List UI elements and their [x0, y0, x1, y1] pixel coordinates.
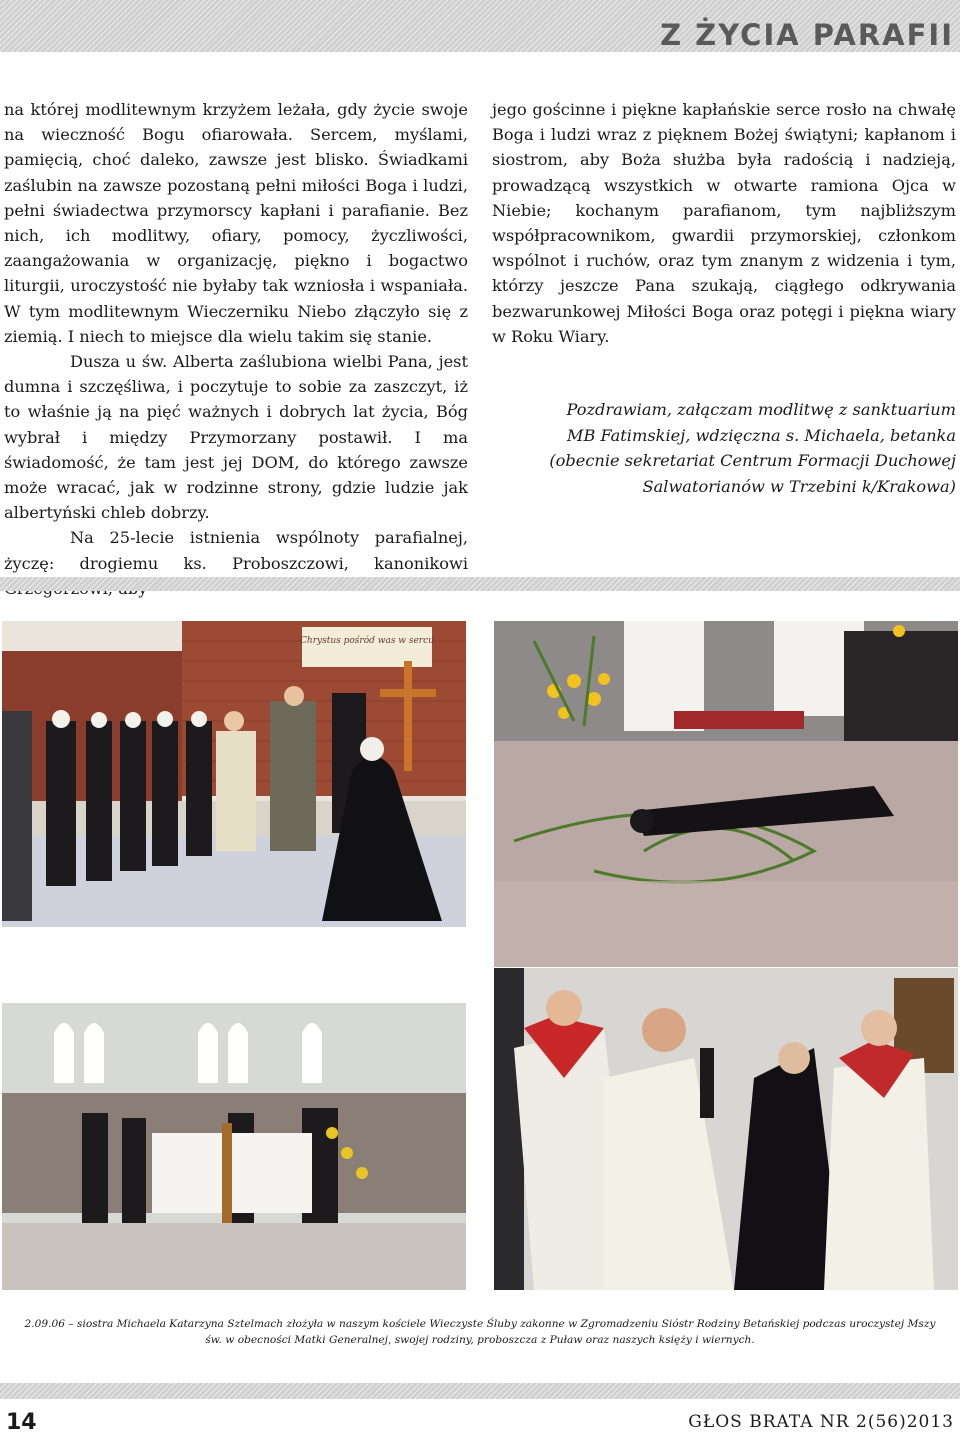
divider-band [0, 577, 960, 591]
greeting-line: MB Fatimskiej, wdzięczna s. Michaela, betanka [566, 425, 956, 445]
photo-ceremony [494, 968, 958, 1290]
article-paragraph: Dusza u św. Alberta zaślubiona wielbi Pana, jest dumna i szczęśliwa, i poczytuje to sobie za zaszczyt, iż to właśnie ją na pięć ważnych i dobrych lat życia, Bóg wybrał i między Przymorzany postawił. I ma świadomość, że tam jest jej DOM, do którego zawsze może wracać, jak w rodzinne strony, gdzie ludzie jak albertyński chleb dobrzy. [4, 352, 468, 523]
article-paragraph: na której modlitewnym krzyżem leżała, gdy życie swoje na wieczność Bogu ofiarowała. Sercem, myślami, pamięcią, choć daleko, zawsze jest blisko. Świadkami zaślubin na zawsze pozostaną pełni miłości Boga i ludzi, pełni świadectwa przymorscy kapłani i parafianie. Bez nich, ich modlitwy, ofiary, pomocy, życzliwości, zaangażowania w organizację, piękno i bogactwo liturgii, uroczystość nie byłaby tak wzniosła i wspaniała. W tym modlitewnym Wieczerniku Niebo złączyło się z ziemią. I niech to miejsce dla wielu takim się stanie. [4, 100, 468, 346]
article-paragraph: Na 25-lecie istnienia wspólnoty parafialnej, życzę: drogiemu ks. Proboszczowi, kanonikowi [4, 528, 468, 573]
section-title: Z ŻYCIA PARAFII [660, 18, 954, 52]
greeting-signature [492, 397, 956, 499]
greeting-line: Salwatorianów w Trzebini k/Krakowa) [642, 476, 956, 496]
greeting-line: (obecnie sekretariat Centrum Formacji Duchowej [549, 451, 956, 471]
photo-sign-text: Chrystus pośród was w sercu [300, 636, 434, 646]
photo-caption: 2.09.06 – siostra Michaela Katarzyna Sztelmach złożyła w naszym kościele Wieczyste Śluby zakonne w Zgromadzeniu Sióstr Rodziny Betańskiej podczas uroczystej Mszy św. w obecności Matki Generalnej, swojej rodziny, proboszcza z Puław oraz naszych księży i wiernych. [24, 1318, 936, 1346]
article-paragraph: jego gościnne i piękne kapłańskie serce rosło na chwałę Boga i ludzi wraz z pięknem Bożej świątyni; kapłanom i siostrom, aby Boża służba była radością i nadzieją, prowadzącą wszystkich w otwarte ramiona Ojca w Niebie; kochanym parafianom, tym najbliższym współpracownikom, gwardii przymorskiej, członkom wspólnot i ruchów, oraz tym znanym z widzenia i tym, którzy jeszcze Pana szukają, ciągłego odkrywania bezwarunkowej Miłości Boga oraz potęgi i piękna wiary w Roku Wiary. [492, 100, 956, 346]
page-number: 14 [6, 1410, 37, 1435]
photo-prostrate-sister [494, 621, 958, 967]
greeting-line: Pozdrawiam, załączam modlitwę z sanktuarium [566, 400, 956, 420]
photo-congregation [2, 1003, 466, 1290]
photo-kneeling-sister [2, 621, 466, 927]
footer-band [0, 1383, 960, 1399]
journal-title: GŁOS BRATA NR 2(56)2013 [688, 1412, 954, 1432]
article-left-column [4, 97, 468, 601]
article-right-column [492, 97, 956, 499]
